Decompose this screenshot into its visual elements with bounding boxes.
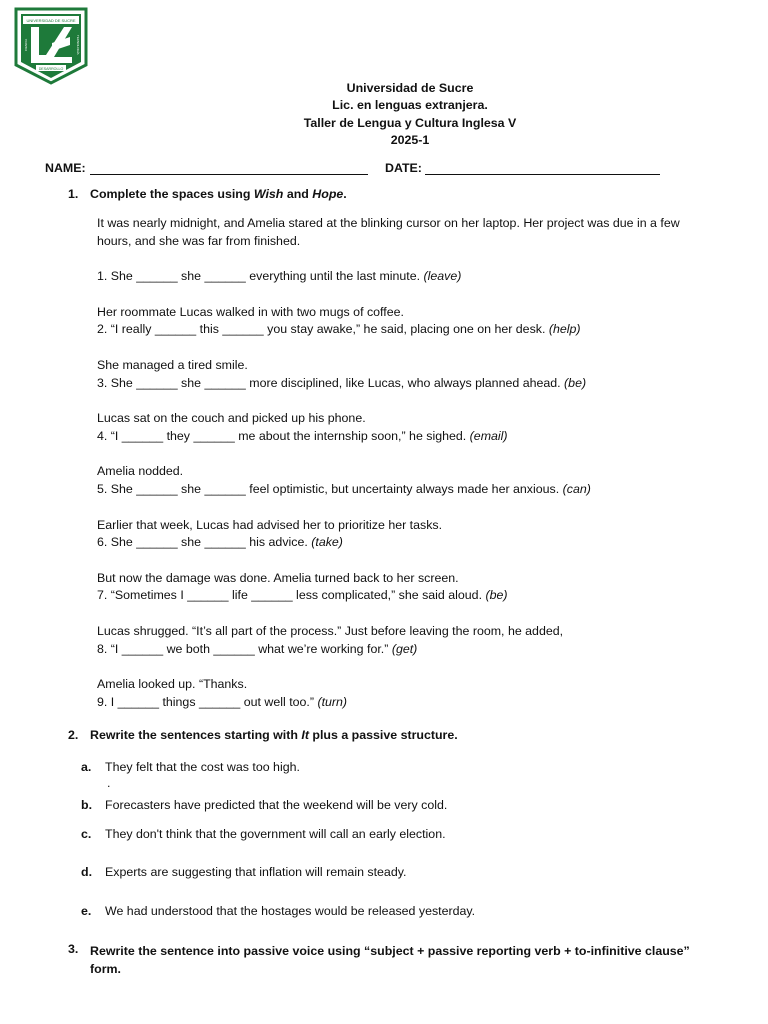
story-context-4: Lucas sat on the couch and picked up his phone.	[97, 411, 366, 426]
item-letter: a.	[81, 760, 92, 774]
story-context-7: But now the damage was done. Amelia turned back to her screen.	[97, 570, 459, 585]
exercise-sentence-1: 1. She ______ she ______ everything until the last minute. (leave)	[97, 269, 462, 284]
story-context-9: Amelia looked up. “Thanks.	[97, 677, 248, 692]
exercise-sentence-8: 8. “I ______ we both ______ what we’re working for.” (get)	[97, 641, 418, 656]
story-context-2: Her roommate Lucas walked in with two mugs of coffee.	[97, 304, 404, 319]
header-course: Taller de Lengua y Cultura Inglesa V	[303, 116, 517, 130]
item-text: Experts are suggesting that inflation will remain steady.	[105, 865, 407, 879]
exercise-sentence-3: 3. She ______ she ______ more disciplined, like Lucas, who always planned ahead. (be)	[97, 375, 587, 390]
story-context-6: Earlier that week, Lucas had advised her to prioritize her tasks.	[97, 517, 443, 532]
question-2-title: Rewrite the sentences starting with It plus a passive structure.	[90, 728, 458, 742]
item-text: They don't think that the government will call an early election.	[105, 827, 446, 841]
logo-top-text: UNIVERSIDAD DE SUCRE	[26, 18, 76, 23]
exercise-sentence-7: 7. “Sometimes I ______ life ______ less complicated,” she said aloud. (be)	[97, 588, 508, 603]
question-1-number: 1.	[68, 187, 79, 201]
item-text: They felt that the cost was too high.	[105, 760, 300, 774]
logo-bottom-text: DESARROLLO	[38, 67, 64, 71]
item-letter: b.	[81, 798, 93, 812]
story-context-3: She managed a tired smile.	[97, 357, 248, 372]
item-letter: d.	[81, 865, 93, 879]
university-shield-logo	[14, 7, 88, 85]
question-2-number: 2.	[68, 728, 79, 742]
exercise-sentence-4: 4. “I ______ they ______ me about the internship soon,” he sighed. (email)	[97, 428, 508, 443]
story-context-5: Amelia nodded.	[97, 464, 184, 479]
date-label: DATE:	[385, 161, 422, 175]
question-3-title-line-1: Rewrite the sentence into passive voice using “subject + passive reporting verb + to-infinitive clause”	[90, 944, 690, 958]
name-field[interactable]	[90, 174, 368, 175]
item-letter: c.	[81, 827, 92, 841]
exercise-sentence-5: 5. She ______ she ______ feel optimistic, but uncertainty always made her anxious. (can)	[97, 481, 591, 496]
exercise-sentence-9: 9. I ______ things ______ out well too.” (turn)	[97, 694, 348, 709]
question-3-title-line-2: form.	[90, 962, 121, 976]
story-context-8: Lucas shrugged. “It’s all part of the process.” Just before leaving the room, he added,	[97, 623, 564, 638]
exercise-sentence-6: 6. She ______ she ______ his advice. (take)	[97, 535, 343, 550]
story-intro: It was nearly midnight, and Amelia stared at the blinking cursor on her laptop. Her project was due in a few hours, and she was far from finished.	[97, 216, 680, 248]
date-field[interactable]	[425, 174, 660, 175]
header-program: Lic. en lenguas extranjera.	[332, 98, 488, 112]
stray-dot: .	[107, 776, 111, 790]
exercise-sentence-2: 2. “I really ______ this ______ you stay awake,” he said, placing one on her desk. (help)	[97, 322, 581, 337]
question-3-number: 3.	[68, 942, 79, 956]
name-label: NAME:	[45, 161, 86, 175]
header-term: 2025-1	[390, 133, 430, 147]
logo-left-text: CIENCIA	[24, 38, 28, 51]
item-letter: e.	[81, 904, 92, 918]
logo-right-text: TECNOLOGÍA	[76, 35, 80, 55]
item-text: Forecasters have predicted that the weekend will be very cold.	[105, 798, 448, 812]
question-1-story	[97, 215, 712, 711]
item-text: We had understood that the hostages would be released yesterday.	[105, 904, 476, 918]
header-university: Universidad de Sucre	[346, 81, 474, 95]
question-3-title	[90, 942, 740, 978]
question-1-title: Complete the spaces using Wish and Hope.	[90, 187, 347, 201]
